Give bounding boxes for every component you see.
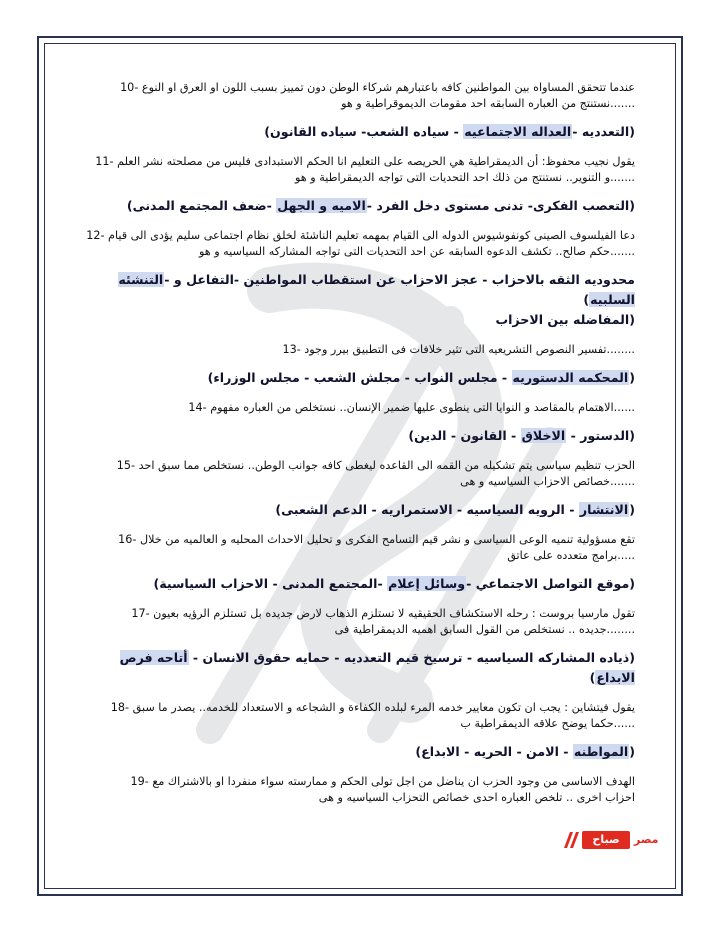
answer-segment: (ذياده المشاركه السياسيه - ترسيخ قيم التعدديه - حمايه حقوق الانسان - [188, 650, 635, 665]
answer-segment: (التعصب الفكرى- تدنى مستوى دخل الفرد - [366, 198, 635, 213]
highlighted-answer: وسائل إعلام [388, 576, 466, 591]
question-q15 [95, 458, 635, 490]
question-line: احزاب اخرى .. تلخص العباره احدى خصائص التحزاب السياسيه و هى [318, 791, 635, 804]
question-line: .......حكم صالح.. تكشف الدعوه السابقه عن احد التحديات التى تواجه المشاركه السياسيه و هو [198, 245, 635, 258]
highlighted-answer: الاخلاق [521, 428, 566, 443]
answer-choices-q14 [95, 426, 635, 446]
answer-segment: - الامن - الحريه - الابداع) [415, 744, 573, 759]
answer-segment: (الدستور - [566, 428, 635, 443]
answer-segment: ( [629, 370, 635, 385]
question-line: يقول فيتشاين : يجب ان تكون معايير خدمه المرء لبلده الكفاءة و الشجاعه و الاستعداد للخدمه.. يصدر ما سبق -18 [110, 701, 635, 714]
question-line: .......نستنتج من العباره السابقه احد مقومات الديموقراطية و هو [341, 97, 635, 110]
answer-segment: - الرويه السياسيه - الاستمراريه - الدعم الشعبى) [275, 502, 579, 517]
answer-segment: - سياده الشعب- سياده القانون) [264, 124, 464, 139]
answer-segment: -المجتمع المدنى - الاحزاب السياسية) [153, 576, 388, 591]
answer-segment: ( [629, 502, 635, 517]
question-q17 [95, 606, 635, 638]
question-line: دعا الفيلسوف الصينى كونفوشيوس الدوله الى القيام بمهمه تعليم الناشئة لخلق نظام اجتماعى سليم يؤدى الى قيام -12 [86, 229, 635, 242]
answer-choices-q17 [95, 648, 635, 688]
answer-segment: - مجلس النواب - مجلش الشعب - مجلس الوزراء) [207, 370, 512, 385]
question-q14 [95, 400, 635, 416]
highlighted-answer: الاميه و الجهل [277, 198, 366, 213]
question-line: ......حكما يوضح علاقه الديمقراطية ب [460, 717, 635, 730]
answer-choices-q16 [95, 574, 635, 594]
question-q19 [95, 774, 635, 806]
sabah-masr-logo [560, 828, 670, 852]
question-line: تقع مسؤولية تنميه الوعى السياسى و نشر قيم التسامح الفكرى و تحليل الاحداث المحليه و العالميه من خلال -16 [118, 533, 635, 546]
highlighted-answer: العداله الاجتماعيه [464, 124, 572, 139]
highlighted-answer: التنشئه السلبيه [118, 272, 635, 307]
question-line: .....برامج متعدده على عاتق [507, 549, 635, 562]
answer-choices-q10 [95, 122, 635, 142]
question-line: عندما تتحقق المساواه بين المواطنين كافه باعتبارهم شركاء الوطن دون تمييز بسبب اللون او العرق او النوع -10 [120, 81, 635, 94]
question-q18 [95, 700, 635, 732]
questions-content [86, 80, 635, 816]
answer-segment: ) [589, 670, 596, 685]
highlighted-answer: المحكمه الدستوريه [512, 370, 629, 385]
question-line: ......الاهتمام بالمقاصد و النوايا التى ينطوى عليها ضمير الإنسان.. نستخلص من العباره مفهوم -14 [188, 401, 635, 414]
answer-segment: (موقع التواصل الاجتماعي - [466, 576, 635, 591]
question-line: الحزب تنظيم سياسى يتم تشكيله من القمه الى القاعده ليغطى كافه جوانب الوطن.. نستخلص مما سبق احد -15 [116, 459, 635, 472]
question-q10 [95, 80, 635, 112]
highlighted-answer: الانتشار [579, 502, 629, 517]
highlighted-answer: المواطنه [573, 744, 629, 759]
question-q16 [95, 532, 635, 564]
question-line: تقول مارسيا بروست : رحله الاستكشاف الحقيقيه لا تستلزم الذهاب لارض جديده بل تستلزم الرؤيه بعيون -17 [131, 607, 635, 620]
question-line: الهدف الاساسى من وجود الحزب ان يناضل من اجل تولى الحكم و ممارسته سواء منفردا او بالاشتراك مع -19 [130, 775, 635, 788]
question-line: .......خصائص الاحزاب السياسيه و هى [460, 475, 635, 488]
answer-choices-q11 [95, 196, 635, 216]
question-line: ........جديده .. نستخلص من القول السابق اهميه الديمقراطية فى [334, 623, 635, 636]
question-q11 [95, 154, 635, 186]
highlighted-answer: أتاحه فرص الابداع [119, 650, 635, 685]
question-line: .......و التنوير.. نستنتج من ذلك احد التحديات التى تواجه الديمقراطية و هو [295, 171, 635, 184]
question-q12 [86, 228, 635, 260]
logo-stripes-icon [560, 832, 580, 848]
logo-text: مصر [634, 833, 659, 846]
answer-segment: - القانون - الدين) [408, 428, 521, 443]
logo-box-text: صباح [582, 831, 630, 849]
answer-choices-q12 [95, 270, 635, 330]
answer-choices-q18 [95, 742, 635, 762]
answer-segment: -ضعف المجتمع المدنى) [126, 198, 277, 213]
answer-segment: ( [629, 744, 635, 759]
question-q13 [95, 342, 635, 358]
answer-choices-q15 [95, 500, 635, 520]
answer-segment: ) [583, 292, 590, 307]
question-line: يقول نجيب محفوظ: أن الديمقراطية هي الحريصه على التعليم انا الحكم الاستبدادى فليس من مصلحته نشر العلم -11 [95, 155, 635, 168]
answer-segment: محدوديه الثقه بالاحزاب - عجز الاحزاب عن استقطاب المواطنين -التفاعل و - [164, 272, 635, 287]
answer-choices-q13 [95, 368, 635, 388]
question-line: ........تفسير النصوص التشريعيه التى تثير خلافات فى التطبيق بيرر وجود -13 [282, 343, 635, 356]
answer-segment: (التعدديه - [572, 124, 635, 139]
answer-segment: (المفاضله بين الاحزاب [495, 312, 635, 327]
